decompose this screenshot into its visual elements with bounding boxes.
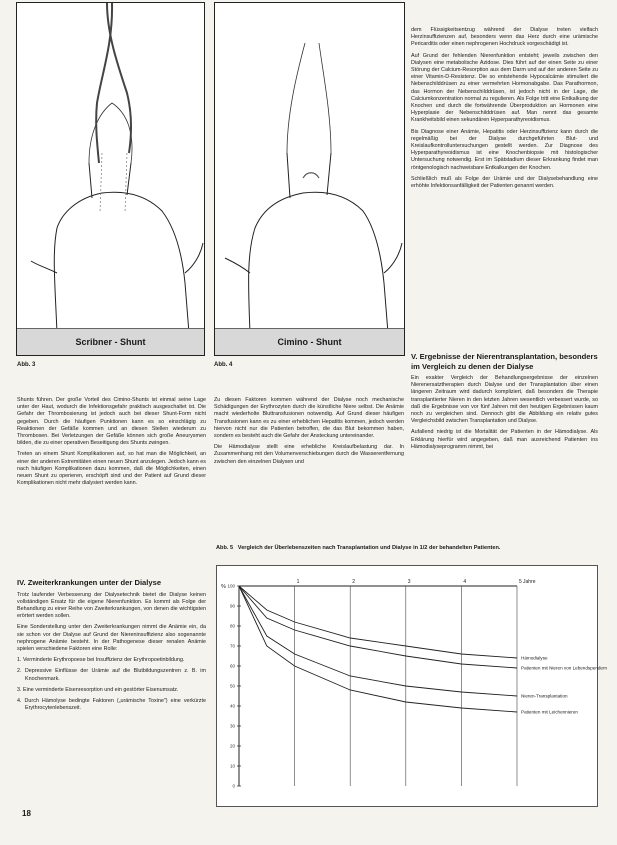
scribner-shunt-illustration <box>17 3 206 357</box>
figure-caption: Cimino - Shunt <box>215 328 404 355</box>
paragraph: Trotz laufender Verbesserung der Dialysetechnik bietet die Dialyse keinen vollständigen Ersatz für die eigene Nierenfunktion. Es kommt als Folge der Behandlung zu einer Reihe von Zweiterkrankungen, von denen die wichtigsten erörtert werden sollen. <box>17 591 206 620</box>
cimino-shunt-illustration <box>215 3 406 357</box>
x-tick-label: 1 <box>296 579 300 585</box>
y-tick-label: 80 <box>229 623 235 629</box>
x-tick-label: 4 <box>463 579 467 585</box>
x-unit-label: Jahre <box>523 579 536 585</box>
series-line <box>239 586 517 696</box>
y-tick-label: 40 <box>229 703 235 709</box>
y-tick-label: 70 <box>229 643 235 649</box>
y-tick-label: 0 <box>232 783 235 789</box>
series-label: Patienten mit Leichennieren <box>521 709 578 715</box>
y-tick-label: 90 <box>229 603 235 609</box>
x-tick-label: 5 <box>519 579 522 585</box>
paragraph: dem Flüssigkeitsentzug während der Dialyse treten vielfach Herzinsuffizienzen auf, besonders wenn das Herz durch eine urämische Pericarditis oder einen nephrogenen Hochdruck vorgeschädigt ist. <box>411 27 598 48</box>
y-tick-label: 50 <box>229 683 235 689</box>
page-number: 18 <box>22 809 31 818</box>
list-item: 1. Verminderte Erythropoese bei Insuffizienz der Erythropoetinbildung. <box>17 657 185 664</box>
paragraph: Ein exakter Vergleich der Behandlungsergebnisse der einzelnen Nierenersatztherapien durch Dialyse und der Transplantation über einen längeren Zeitraum wird dadurch kompliziert, daß besonders die Therapie transplantierter Nieren in den letzten Jahren wesentlich verbessert wurde, so daß die Ergebnisse von vor fünf Jahren mit den heutigen Ergebnissen kaum noch zu vergleichen sind. Dennoch gibt die Abbildung ein relativ gutes Vergleichsbild zwischen Transplantation und Dialyse. <box>411 375 598 425</box>
y-tick-label: 30 <box>229 723 235 729</box>
paragraph: Die Hämodialyse stellt eine erhebliche Kreislaufbelastung dar. In Zusammenhang mit den Volumenverschiebungen durch die Wasserentfernung zwischen den einzelnen Dialysen und <box>214 444 404 465</box>
figure-caption: Scribner - Shunt <box>17 328 204 355</box>
paragraph: Aufallend niedrig ist die Mortalität der Patienten in der Hämodialyse. Als Erklärung hierfür wird angegeben, daß man ausreichend Patienten ins Hämodialyseprogramm nimmt, bei <box>411 429 598 450</box>
x-tick-label: 2 <box>352 579 355 585</box>
column1-body <box>17 397 206 491</box>
figure-scribner-shunt <box>16 2 205 356</box>
list-item: 3. Eine verminderte Eisenresorption und ein gestörter Eisenumsatz. <box>17 686 179 693</box>
paragraph: Bis Diagnose einer Anämie, Hepatitis oder Herzinsuffizienz kann durch die regelmäßig bei der Dialyse durchgeführten Blut- und Kreislaufkontrolluntersuchungen gestellt werden. Zur Diagnose des Hyperparathyreoidismus ist eine Knochenbiopsie mit histologischer Untersuchung notwendig. Erst im Spätstadium dieser Erkrankung findet man röntgenologisch nachweisbare Entkalkungen der Knochen. <box>411 128 598 171</box>
list-item: 4. Durch Hämolyse bedingte Faktoren („urämische Toxine") eine verkürzte Erythrocytenlebenszeit. <box>17 697 206 712</box>
paragraph: Auf Grund der fehlenden Nierenfunktion entsteht; jeweils zwischen den Dialysen eine metabolische Azidose. Dies führt auf der einen Seite zu einer Störung der Calcium-Resorption aus dem Darm und auf der anderen Seite zu einer Vitamin-D-Resistenz. Die so entstehende Hypocalcämie stimuliert die Nebenschilddrüsen zu einer vermehrten Hormonabgabe. Das Parathormon, das Hormon der Nebenschilddrüsen, ist jedoch nicht in der Lage, die Calciumkonzentration normal zu regulieren. Als Folge tritt eine Entkalkung der Knochen und durch die fortwährende Überproduktion an Hormonen eine Hyperplasie der Nebenschilddrüsen auf. Man nennt das gesamte Krankheitsbild einen sekundären Hyperparathyreoidismus. <box>411 52 598 124</box>
column2-body <box>214 397 404 470</box>
series-label: Nieren-Transplantation <box>521 693 568 699</box>
chart-canvas <box>217 566 608 806</box>
series-label: Patienten mit Nieren von Lebendspendern <box>521 665 608 671</box>
paragraph: Zu diesen Faktoren kommen während der Dialyse noch mechanische Schädigungen der Erythrozyten durch die künstliche Niere selbst. Die Anämie macht wiederholte Bluttransfusionen notwendig. Auf Grund dieser häufigen Transfusionen kann es zu einer erheblichen Hepatitis kommen, jedoch werden hiervon nicht nur die Patienten betroffen, die das Blut bekommen haben, sondern es besteht auch die Gefahr der Ansteckung untereinander. <box>214 397 404 440</box>
section-heading: IV. Zweiterkrankungen unter der Dialyse <box>17 578 162 587</box>
x-tick-label: 3 <box>407 579 411 585</box>
series-label: Hämodialyse <box>521 655 548 661</box>
figure-label-abb4: Abb. 4 <box>214 362 233 368</box>
paragraph: Treten an einem Shunt Komplikationen auf, so hat man die Möglichkeit, an einer der anderen Extremitäten einen neuen Shunt anzulegen. Jedoch kann es nach häufigen Komplikationen dazu kommen, daß die Möglichkeiten, einen neuen Shunt zu operieren, erschöpft sind und der Patient auf Grund dieser Komplikationen nicht mehr dialysiert werden kann. <box>17 451 206 487</box>
y-axis-label: % <box>221 584 226 590</box>
chart-caption <box>216 545 598 552</box>
y-tick-label: 10 <box>229 763 235 769</box>
chart-caption-text: Vergleich der Überlebenszeiten nach Transplantation und Dialyse in 1/2 der behandelten Patienten. <box>237 545 501 551</box>
paragraph: Shunts führen. Der große Vorteil des Cimino-Shunts ist einmal seine Lage unter der Haut, wodurch die Infektionsgefahr praktisch ausgeschaltet ist. Die Gefahr der Thrombosierung ist jedoch auch bei dieser Shunt-Form nicht gegeben. Durch die häufigen Punktionen kann es so einschlägig zu Reaktionen der Gefäße kommen und an diesen Stellen wiederum zu Thrombosen. Bei Verletzungen der Gefäße können sich große Aneurysmen bilden, die zu einer operativen Beseitigung des Shunts zwingen. <box>17 397 206 447</box>
column3-body <box>411 27 598 194</box>
survival-chart <box>216 565 608 807</box>
chart-caption-label: Abb. 5 <box>216 545 234 551</box>
y-tick-label: 20 <box>229 743 235 749</box>
y-tick-label: 100 <box>227 583 235 589</box>
figure-label-abb3: Abb. 3 <box>17 362 36 368</box>
list-item: 2. Depressive Einflüsse der Urämie auf die Blutbildungszentren z. B. im Knochenmark. <box>17 668 206 682</box>
paragraph: Eine Sonderstellung unter den Zweiterkrankungen nimmt die Anämie ein, da sie schon vor der Dialyse auf Grund der Niereninsuffizienz also sogenannte nephrogene Anämie besteht. In der Pathogenese dieser renalen Anämie spielen verschiedene Faktoren eine Rolle: <box>17 624 206 652</box>
section-4 <box>17 578 206 716</box>
series-line <box>239 586 517 658</box>
y-tick-label: 60 <box>229 663 235 669</box>
section-heading: V. Ergebnisse der Nierentransplantation, besonders im Vergleich zu denen der Dialyse <box>411 352 598 371</box>
paragraph: Schließlich muß als Folge der Urämie und der Dialysebehandlung eine erhöhte Infektionsanfälligkeit der Patienten genannt werden. <box>411 175 598 190</box>
figure-cimino-shunt <box>214 2 405 356</box>
section-5 <box>411 352 598 455</box>
